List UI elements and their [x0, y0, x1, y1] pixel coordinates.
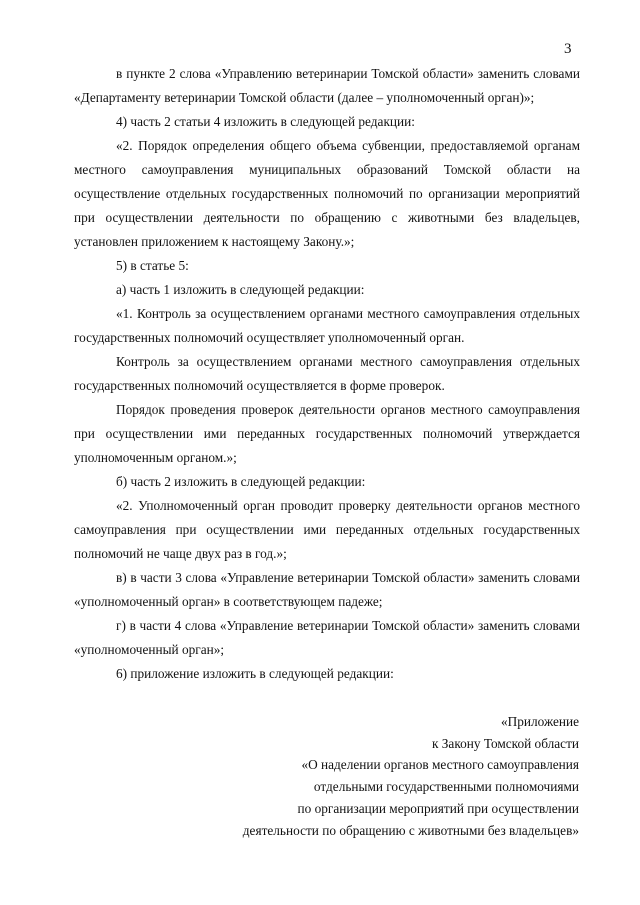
paragraph-13: 6) приложение изложить в следующей редакции: — [116, 666, 394, 681]
page-number: 3 — [564, 41, 572, 57]
paragraph-12: г) в части 4 слова «Управление ветеринарии Томской области» заменить словами «уполномоченный орган»; — [74, 618, 580, 657]
paragraph-4: 5) в статье 5: — [116, 258, 189, 273]
appendix-line-5: по организации мероприятий при осуществлении — [297, 800, 579, 816]
paragraph-6: «1. Контроль за осуществлением органами местного самоуправления отдельных государственных полномочий осуществляет уполномоченный орган. — [74, 306, 580, 345]
appendix-header — [139, 711, 579, 841]
paragraph-11: в) в части 3 слова «Управление ветеринарии Томской области» заменить словами «уполномоченный орган» в соответствующем падеже; — [74, 570, 580, 609]
paragraph-8: Порядок проведения проверок деятельности органов местного самоуправления при осуществлении ими переданных государственных полномочий утверждается уполномоченным органом.»; — [74, 402, 580, 465]
paragraph-7: Контроль за осуществлением органами местного самоуправления отдельных государственных полномочий осуществляется в форме проверок. — [74, 354, 580, 393]
appendix-line-6: деятельности по обращению с животными без владельцев» — [242, 822, 579, 838]
paragraph-10: «2. Уполномоченный орган проводит проверку деятельности органов местного самоуправления при осуществлении ими переданных отдельных государственных полномочий не чаще двух раз в год.»; — [74, 498, 580, 561]
appendix-line-4: отдельными государственными полномочиями — [313, 779, 579, 795]
paragraph-2: 4) часть 2 статьи 4 изложить в следующей редакции: — [116, 114, 415, 129]
paragraph-5: а) часть 1 изложить в следующей редакции: — [116, 282, 365, 297]
document-body — [74, 62, 580, 686]
paragraph-9: б) часть 2 изложить в следующей редакции: — [116, 474, 366, 489]
appendix-line-3: «О наделении органов местного самоуправления — [301, 757, 579, 773]
paragraph-1: в пункте 2 слова «Управлению ветеринарии Томской области» заменить словами «Департаменту ветеринарии Томской области (далее – уполномоченный орган)»; — [74, 66, 580, 105]
appendix-line-1: «Приложение — [500, 714, 579, 729]
paragraph-3: «2. Порядок определения общего объема субвенции, предоставляемой органам местного самоуправления муниципальных образований Томской области на осуществление отдельных государственных полномочий по организации мероприятий при осуществлении деятельности по обращению с животными без владельцев, установлен приложением к настоящему Закону.»; — [74, 138, 580, 249]
appendix-line-2: к Закону Томской области — [431, 735, 579, 751]
